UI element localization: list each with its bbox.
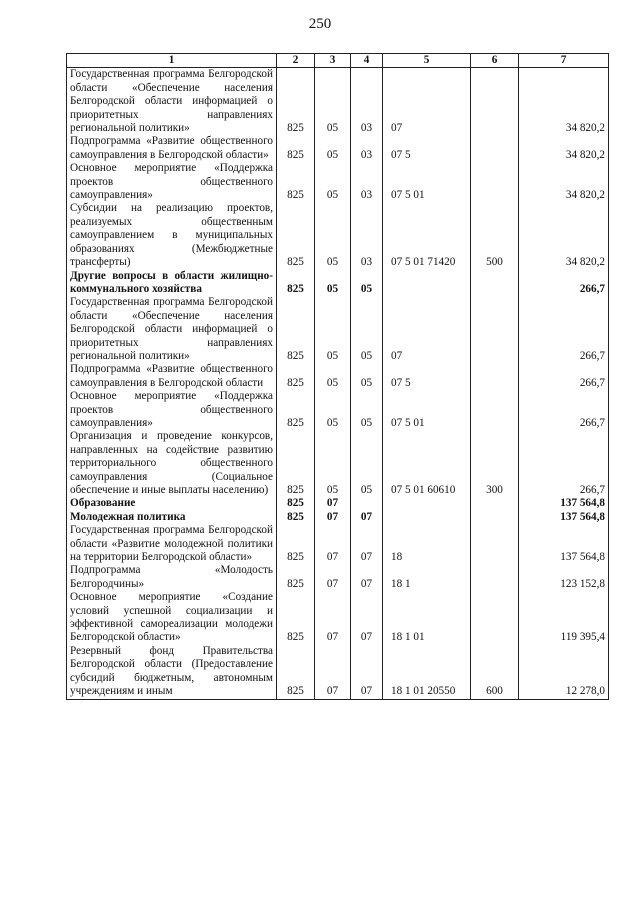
table-body <box>67 68 609 699</box>
row-amount-cell: 266,7 <box>519 296 609 363</box>
column-header: 6 <box>471 54 519 68</box>
row-amount-cell: 266,7 <box>519 390 609 430</box>
row-section-cell: 05 <box>315 363 351 390</box>
row-section-cell: 07 <box>315 591 351 645</box>
row-section-cell: 07 <box>315 564 351 591</box>
row-subsection-cell: 07 <box>351 645 383 699</box>
row-name-cell: Основное мероприятие «Поддержка проектов общественного самоуправления» <box>67 390 277 430</box>
row-amount-cell: 34 820,2 <box>519 162 609 202</box>
row-name-cell: Молодежная политика <box>67 511 277 524</box>
row-name-cell: Резервный фонд Правительства Белгородской области (Предоставление субсидий бюджетным, автономным учреждениям и иным <box>67 645 277 699</box>
row-target-code-cell: 18 1 <box>383 564 471 591</box>
row-section-cell: 05 <box>315 270 351 297</box>
row-amount-cell: 12 278,0 <box>519 645 609 699</box>
row-section-cell: 05 <box>315 135 351 162</box>
row-name-cell: Субсидии на реализацию проектов, реализуемых общественным самоуправлением в муниципальных образованиях (Межбюджетные трансферты) <box>67 202 277 269</box>
row-admin-code-cell: 825 <box>277 202 315 269</box>
row-expense-type-cell <box>471 296 519 363</box>
table-row <box>67 296 609 363</box>
row-subsection-cell: 05 <box>351 270 383 297</box>
row-target-code-cell: 07 5 <box>383 363 471 390</box>
row-admin-code-cell: 825 <box>277 591 315 645</box>
row-expense-type-cell <box>471 497 519 510</box>
table-row <box>67 430 609 497</box>
row-expense-type-cell <box>471 511 519 524</box>
row-amount-cell: 34 820,2 <box>519 202 609 269</box>
row-target-code-cell: 18 <box>383 524 471 564</box>
row-subsection-cell: 03 <box>351 202 383 269</box>
row-section-cell: 05 <box>315 162 351 202</box>
column-header: 3 <box>315 54 351 68</box>
row-expense-type-cell: 300 <box>471 430 519 497</box>
row-admin-code-cell: 825 <box>277 511 315 524</box>
row-target-code-cell: 07 5 01 60610 <box>383 430 471 497</box>
row-admin-code-cell: 825 <box>277 296 315 363</box>
row-amount-cell: 34 820,2 <box>519 135 609 162</box>
row-target-code-cell: 07 5 01 71420 <box>383 202 471 269</box>
row-section-cell: 07 <box>315 511 351 524</box>
row-target-code-cell: 07 <box>383 68 471 136</box>
row-amount-cell: 266,7 <box>519 430 609 497</box>
row-expense-type-cell <box>471 524 519 564</box>
row-expense-type-cell: 600 <box>471 645 519 699</box>
table-row <box>67 270 609 297</box>
row-admin-code-cell: 825 <box>277 390 315 430</box>
row-admin-code-cell: 825 <box>277 430 315 497</box>
table-row <box>67 68 609 136</box>
row-amount-cell: 34 820,2 <box>519 68 609 136</box>
row-target-code-cell: 07 <box>383 296 471 363</box>
row-name-cell: Подпрограмма «Развитие общественного самоуправления в Белгородской области» <box>67 135 277 162</box>
row-admin-code-cell: 825 <box>277 68 315 136</box>
row-subsection-cell <box>351 497 383 510</box>
row-amount-cell: 266,7 <box>519 363 609 390</box>
row-target-code-cell: 18 1 01 <box>383 591 471 645</box>
row-name-cell: Государственная программа Белгородской области «Обеспечение населения Белгородской области информацией о приоритетных направлениях региональной политики» <box>67 68 277 136</box>
row-expense-type-cell <box>471 68 519 136</box>
row-amount-cell: 137 564,8 <box>519 511 609 524</box>
row-target-code-cell: 07 5 01 <box>383 162 471 202</box>
row-expense-type-cell <box>471 390 519 430</box>
row-name-cell: Подпрограмма «Развитие общественного самоуправления в Белгородской области <box>67 363 277 390</box>
row-section-cell: 07 <box>315 524 351 564</box>
row-expense-type-cell <box>471 135 519 162</box>
table-row <box>67 511 609 524</box>
row-expense-type-cell: 500 <box>471 202 519 269</box>
table-row <box>67 524 609 564</box>
table-row <box>67 564 609 591</box>
row-subsection-cell: 03 <box>351 162 383 202</box>
row-subsection-cell: 05 <box>351 390 383 430</box>
row-target-code-cell <box>383 270 471 297</box>
row-name-cell: Образование <box>67 497 277 510</box>
row-subsection-cell: 03 <box>351 135 383 162</box>
row-expense-type-cell <box>471 363 519 390</box>
row-section-cell: 05 <box>315 202 351 269</box>
table-row <box>67 162 609 202</box>
table-row <box>67 591 609 645</box>
row-subsection-cell: 07 <box>351 591 383 645</box>
row-admin-code-cell: 825 <box>277 162 315 202</box>
row-amount-cell: 119 395,4 <box>519 591 609 645</box>
budget-table <box>66 53 609 700</box>
row-section-cell: 07 <box>315 645 351 699</box>
row-amount-cell: 137 564,8 <box>519 524 609 564</box>
row-expense-type-cell <box>471 591 519 645</box>
table-row <box>67 390 609 430</box>
row-name-cell: Другие вопросы в области жилищно-коммунального хозяйства <box>67 270 277 297</box>
table-row <box>67 363 609 390</box>
row-name-cell: Основное мероприятие «Создание условий успешной социализации и эффективной самореализации молодежи Белгородской области» <box>67 591 277 645</box>
row-admin-code-cell: 825 <box>277 564 315 591</box>
row-amount-cell: 123 152,8 <box>519 564 609 591</box>
row-expense-type-cell <box>471 270 519 297</box>
column-header: 4 <box>351 54 383 68</box>
row-admin-code-cell: 825 <box>277 524 315 564</box>
row-admin-code-cell: 825 <box>277 135 315 162</box>
column-header: 1 <box>67 54 277 68</box>
table-row <box>67 135 609 162</box>
row-name-cell: Организация и проведение конкурсов, направленных на содействие развитию территориального общественного самоуправления (Социальное обеспечение и иные выплаты населению) <box>67 430 277 497</box>
row-subsection-cell: 03 <box>351 68 383 136</box>
row-section-cell: 05 <box>315 390 351 430</box>
row-name-cell: Государственная программа Белгородской области «Обеспечение населения Белгородской области информацией о приоритетных направлениях региональной политики» <box>67 296 277 363</box>
row-section-cell: 07 <box>315 497 351 510</box>
row-target-code-cell: 07 5 01 <box>383 390 471 430</box>
row-expense-type-cell <box>471 162 519 202</box>
row-target-code-cell: 18 1 01 20550 <box>383 645 471 699</box>
row-section-cell: 05 <box>315 68 351 136</box>
column-header: 2 <box>277 54 315 68</box>
row-admin-code-cell: 825 <box>277 645 315 699</box>
row-name-cell: Основное мероприятие «Поддержка проектов общественного самоуправления» <box>67 162 277 202</box>
row-subsection-cell: 07 <box>351 564 383 591</box>
row-subsection-cell: 05 <box>351 430 383 497</box>
table-row <box>67 202 609 269</box>
row-name-cell: Государственная программа Белгородской области «Развитие молодежной политики на территории Белгородской области» <box>67 524 277 564</box>
row-target-code-cell <box>383 497 471 510</box>
table-header-row <box>67 54 609 68</box>
row-admin-code-cell: 825 <box>277 363 315 390</box>
table-row <box>67 497 609 510</box>
row-target-code-cell <box>383 511 471 524</box>
table-row <box>67 645 609 699</box>
row-subsection-cell: 07 <box>351 524 383 564</box>
row-expense-type-cell <box>471 564 519 591</box>
row-amount-cell: 137 564,8 <box>519 497 609 510</box>
row-target-code-cell: 07 5 <box>383 135 471 162</box>
row-subsection-cell: 05 <box>351 363 383 390</box>
row-amount-cell: 266,7 <box>519 270 609 297</box>
row-admin-code-cell: 825 <box>277 270 315 297</box>
row-section-cell: 05 <box>315 430 351 497</box>
row-subsection-cell: 05 <box>351 296 383 363</box>
row-section-cell: 05 <box>315 296 351 363</box>
column-header: 5 <box>383 54 471 68</box>
row-name-cell: Подпрограмма «Молодость Белгородчины» <box>67 564 277 591</box>
page-number: 250 <box>308 16 332 32</box>
column-header: 7 <box>519 54 609 68</box>
row-admin-code-cell: 825 <box>277 497 315 510</box>
row-subsection-cell: 07 <box>351 511 383 524</box>
